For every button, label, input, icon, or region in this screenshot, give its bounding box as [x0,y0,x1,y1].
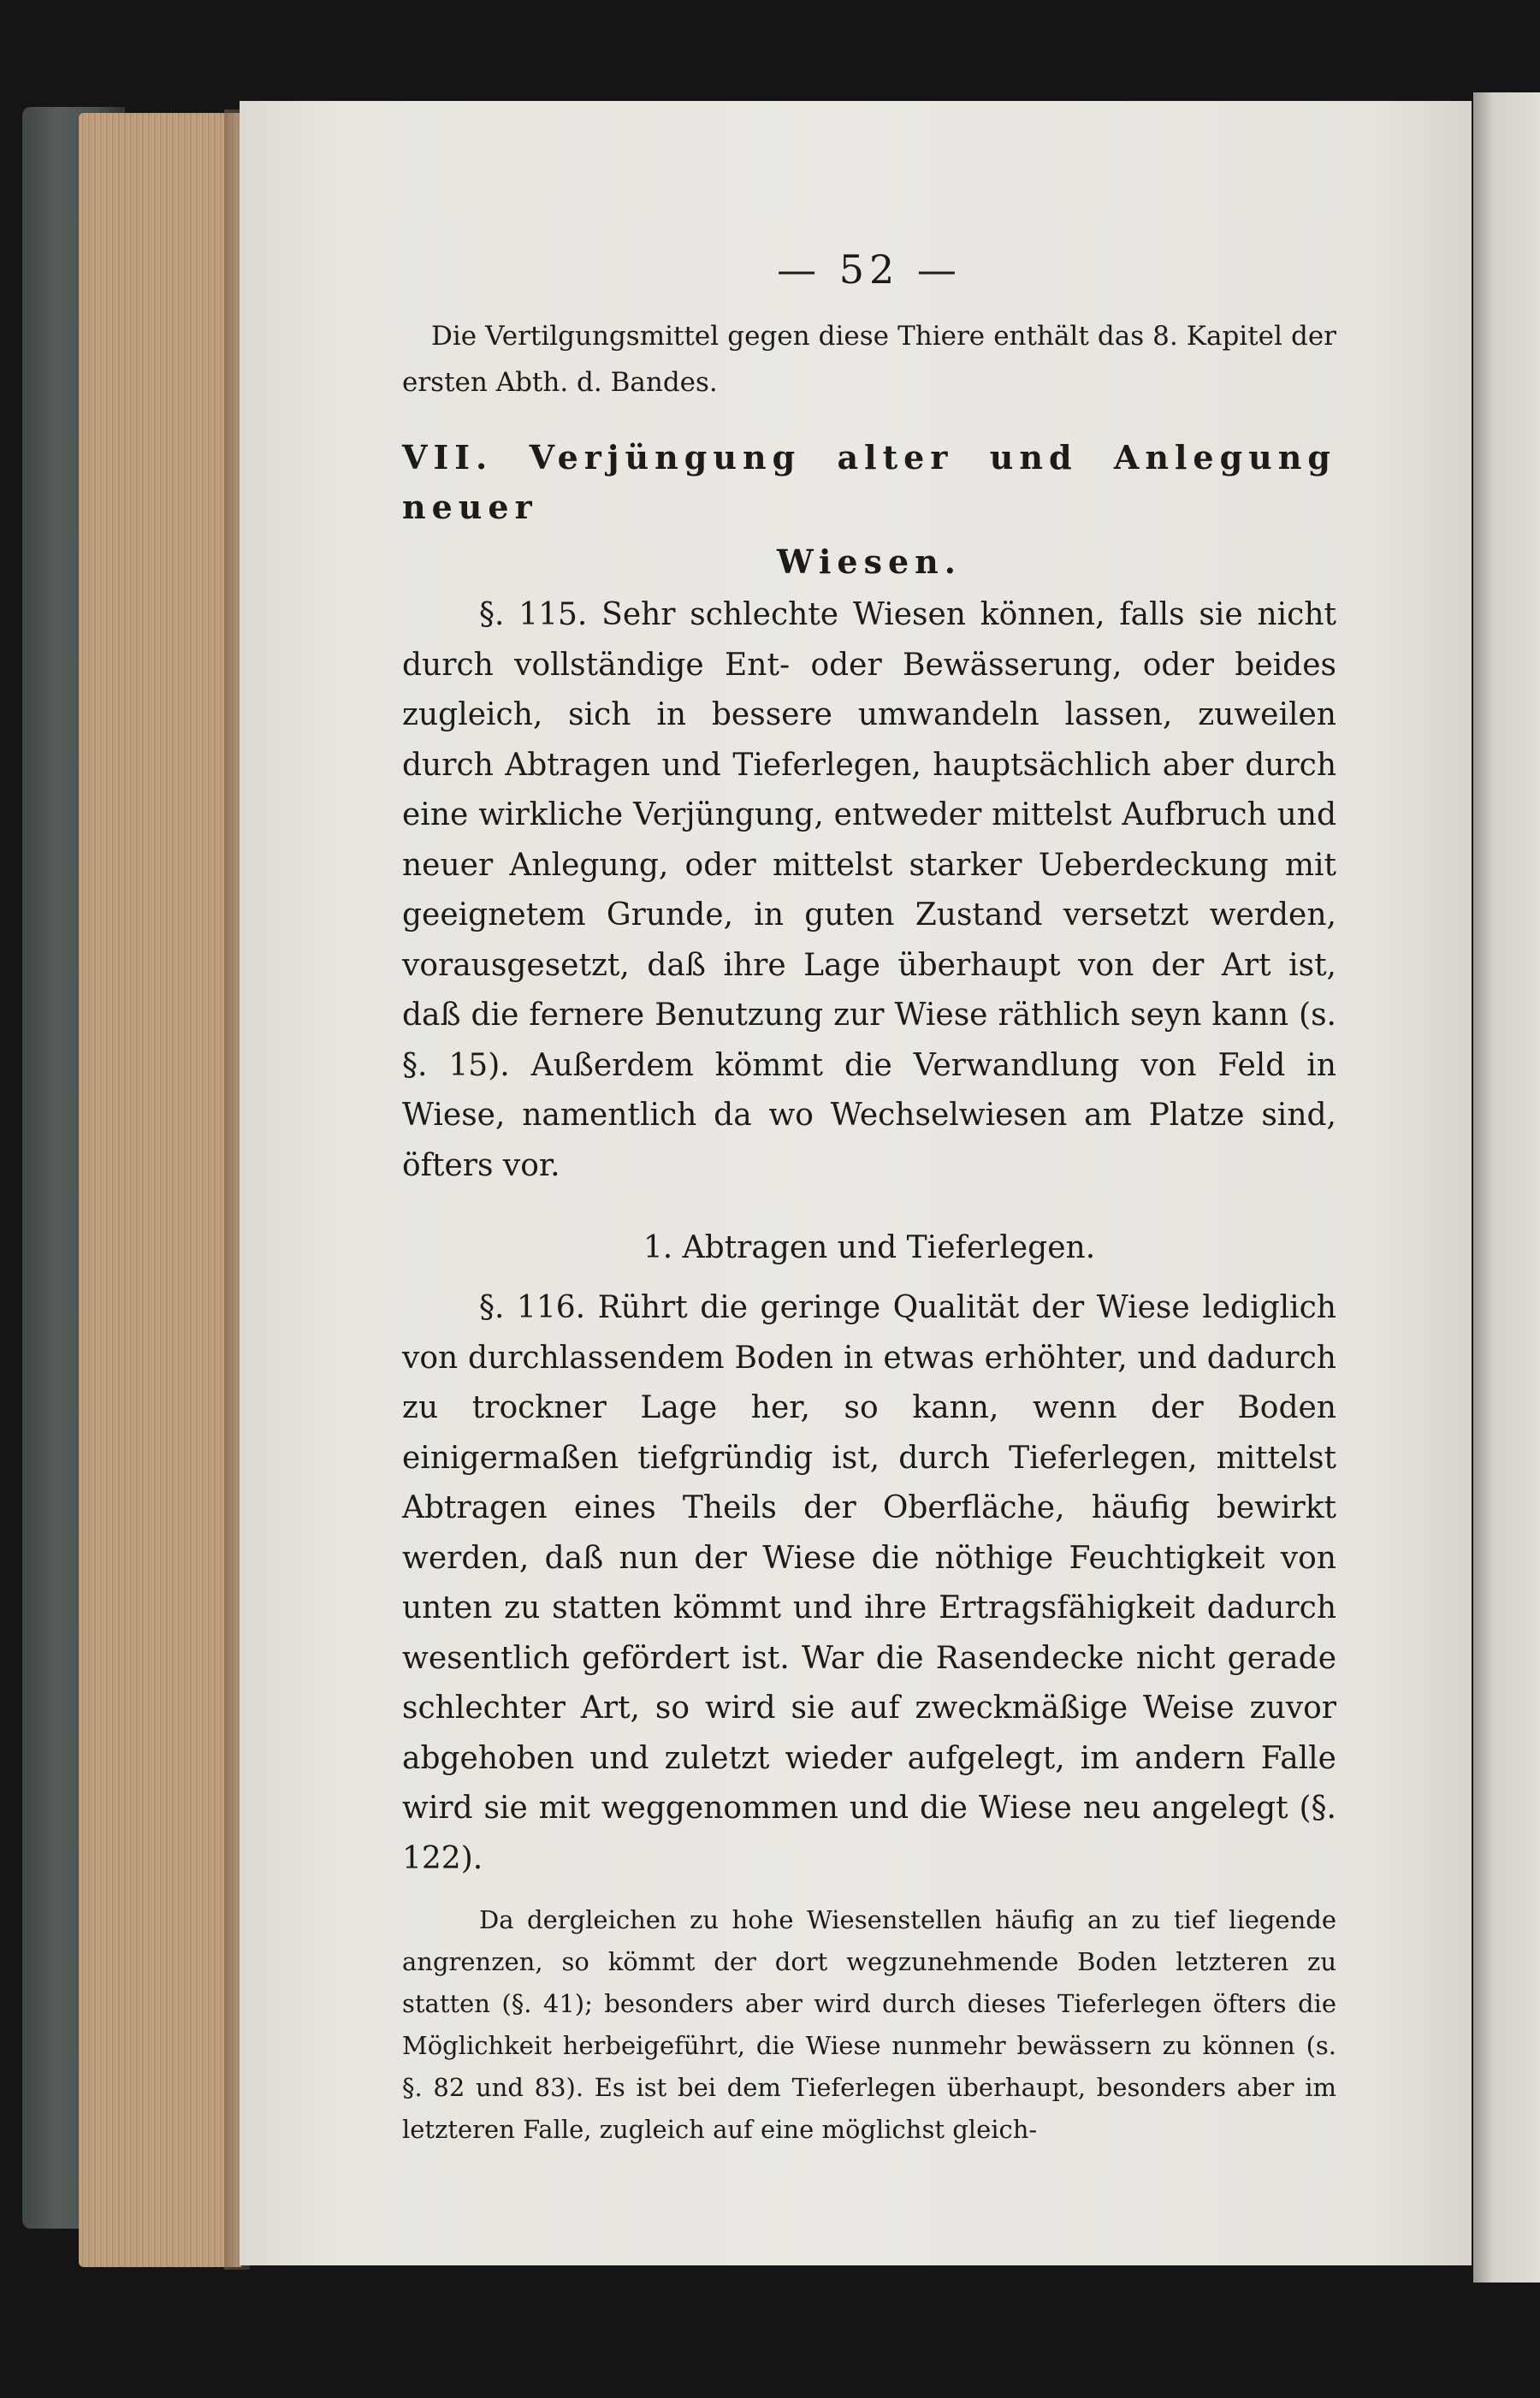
section-116-paragraph: §. 116. Rührt die geringe Qualität der Wiese lediglich von durchlassendem Boden in etwas erhöhter, und dadurch zu trockner Lage her, so kann, wenn der Boden einigermaßen tiefgründig ist, durch Tieferlegen, mittelst Abtragen eines Theils der Oberfläche, häufig bewirkt werden, daß nun der Wiese die nöthige Feuchtigkeit von unten zu statten kömmt und ihre Ertragsfähigkeit dadurch wesentlich gefördert ist. War die Rasendecke nicht gerade schlechter Art, so wird sie auf zweckmäßige Weise zuvor abgehoben und zuletzt wieder aufgelegt, im andern Falle wird sie mit weggenommen und die Wiese neu angelegt (§. 122). [402,1290,1336,1876]
footnote-paragraph: Da dergleichen zu hohe Wiesenstellen häufig an zu tief liegende angrenzen, so kömmt der dort wegzunehmende Boden letzteren zu statten (§. 41); besonders aber wird durch dieses Tieferlegen öfters die Möglichkeit herbeigeführt, die Wiese nunmehr bewässern zu können (s. §. 82 und 83). Es ist bei dem Tieferlegen überhaupt, besonders aber im letzteren Falle, zugleich auf eine möglichst gleich- [402,1905,1336,2144]
facing-page-edge [1473,92,1540,2283]
page-number: — 52 — [777,246,962,293]
page-text [402,240,1336,2151]
section-115-paragraph: §. 115. Sehr schlechte Wiesen können, falls sie nicht durch vollständige Ent- oder Bewässerung, oder beides zugleich, sich in bessere umwandeln lassen, zuweilen durch Abtragen und Tieferlegen, hauptsächlich aber durch eine wirkliche Verjüngung, entweder mittelst Aufbruch und neuer Anlegung, oder mittelst starker Ueberdeckung mit geeignetem Grunde, in guten Zustand versetzt werden, vorausgesetzt, daß ihre Lage überhaupt von der Art ist, daß die fernere Benutzung zur Wiese räthlich seyn kann (s. §. 15). Außerdem kömmt die Verwandlung von Feld in Wiese, namentlich da wo Wechselwiesen am Platze sind, öfters vor. [402,597,1336,1183]
chapter-heading: VII. Verjüngung alter und Anlegung neuer [402,438,1336,526]
subheading-abtragen: 1. Abtragen und Tieferlegen. [643,1230,1096,1265]
chapter-heading-continuation: Wiesen. [776,542,962,581]
page-edges [79,113,241,2267]
intro-note: Die Vertilgungsmittel gegen diese Thiere enthält das 8. Kapitel der ersten Abth. d. Bandes. [402,321,1336,398]
